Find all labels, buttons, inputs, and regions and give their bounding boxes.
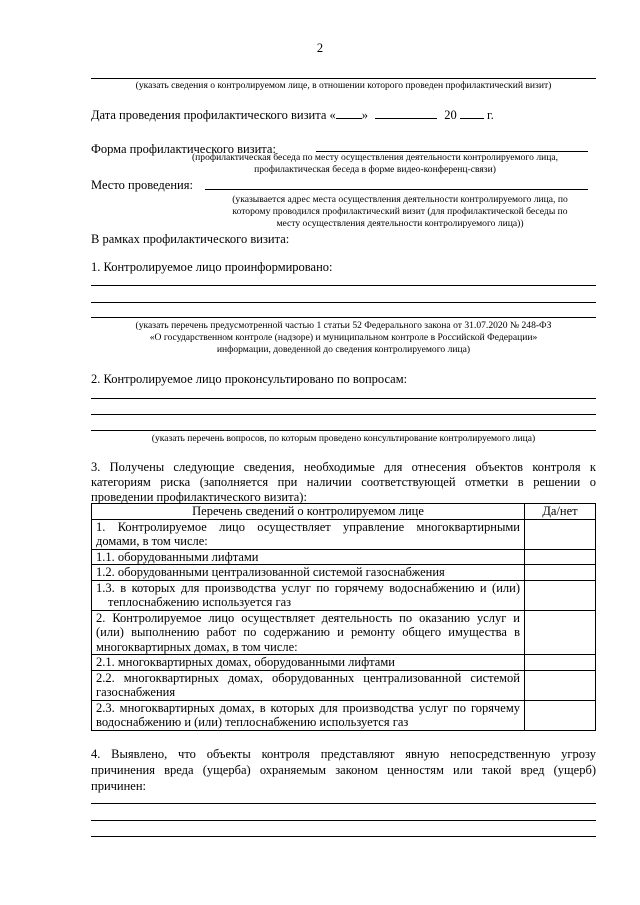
visit-year-field[interactable] (460, 107, 484, 119)
section-1-caption-1: (указать перечень предусмотренной частью 1 статьи 52 Федерального закона от 31.07.2020 № 248-ФЗ (135, 320, 552, 331)
section-4-answer-line-3[interactable] (91, 836, 596, 837)
table-row-answer-cell[interactable] (525, 519, 596, 549)
table-row (92, 700, 596, 730)
table-row-info: 2.1. многоквартирных домах, оборудованными лифтами (92, 655, 525, 671)
table-row-answer-cell[interactable] (525, 610, 596, 655)
section-4-answer-line-1[interactable] (91, 803, 596, 804)
table-row (92, 670, 596, 700)
table-row (92, 580, 596, 610)
table-row (92, 565, 596, 581)
table-header-row (92, 504, 596, 520)
table-row-answer-cell[interactable] (525, 549, 596, 565)
visit-day-field[interactable] (336, 107, 362, 119)
venue-caption-1: (указывается адрес места осуществления деятельности контролируемого лица, по (232, 194, 568, 205)
visit-form-label: Форма профилактического визита: (91, 142, 276, 156)
section-2-line-3[interactable] (91, 430, 596, 431)
table-row-info: 2.3. многоквартирных домах, в которых для производства услуг по горячему водоснабжению и (или) теплоснабжению используется газ (92, 700, 525, 730)
table-row-answer-cell[interactable] (525, 580, 596, 610)
table-header-info: Перечень сведений о контролируемом лице (92, 504, 525, 520)
table-row-answer-cell[interactable] (525, 655, 596, 671)
visit-form-caption-2: профилактическая беседа в форме видео-конференц-связи) (254, 164, 496, 175)
visit-year-prefix: 20 (444, 108, 457, 122)
section-1-title: 1. Контролируемое лицо проинформировано: (91, 260, 333, 274)
controlled-person-caption: (указать сведения о контролируемом лице, в отношении которого проведен профилактический визит) (135, 80, 552, 91)
table-row-answer-cell[interactable] (525, 670, 596, 700)
visit-month-field[interactable] (375, 107, 437, 119)
table-row-info: 2.2. многоквартирных домах, оборудованных централизованной системой газоснабжения (92, 670, 525, 700)
venue-caption-2: которому проводился профилактический визит (для профилактической беседы по (232, 206, 568, 217)
section-1-line-3[interactable] (91, 317, 596, 318)
section-3-intro-line-2: категориям риска (заполняется при наличии соответствующей отметки в решении о (91, 475, 596, 489)
section-3-intro-line-1: 3. Получены следующие сведения, необходимые для отнесения объектов контроля к (91, 460, 596, 474)
page-number: 2 (316, 41, 324, 55)
table-row-info: 1.3. в которых для производства услуг по горячему водоснабжению и (или) теплоснабжению используется газ (92, 580, 525, 610)
section-2-line-1[interactable] (91, 398, 596, 399)
table-row-info: 1.1. оборудованными лифтами (92, 549, 525, 565)
within-visit-heading: В рамках профилактического визита: (91, 232, 290, 246)
section-2-caption: (указать перечень вопросов, по которым проведено консультирование контролируемого лица) (151, 433, 536, 444)
table-row (92, 549, 596, 565)
risk-category-table (91, 503, 596, 731)
visit-date-label: Дата проведения профилактического визита « (91, 108, 336, 122)
table-row-answer-cell[interactable] (525, 700, 596, 730)
venue-line[interactable] (205, 189, 588, 190)
section-1-caption-3: информации, доведенной до сведения контролируемого лица) (216, 344, 471, 355)
table-row (92, 610, 596, 655)
visit-year-suffix: г. (487, 108, 494, 122)
table-row-info: 1. Контролируемое лицо осуществляет управление многоквартирными домами, в том числе: (92, 519, 525, 549)
section-4-answer-line-2[interactable] (91, 820, 596, 821)
table-row-info: 1.2. оборудованными централизованной системой газоснабжения (92, 565, 525, 581)
table-row (92, 519, 596, 549)
section-1-line-2[interactable] (91, 302, 596, 303)
visit-form-caption-1: (профилактическая беседа по месту осуществления деятельности контролируемого лица, (191, 152, 559, 163)
controlled-person-line (91, 78, 596, 79)
table-header-answer: Да/нет (525, 504, 596, 520)
table-row (92, 655, 596, 671)
venue-label: Место проведения: (91, 178, 193, 192)
venue-caption-3: месту осуществления деятельности контролируемого лица)) (276, 218, 524, 229)
visit-date-quote-close: » (361, 108, 369, 122)
table-row-answer-cell[interactable] (525, 565, 596, 581)
section-4-line-3: причинен: (91, 779, 147, 793)
visit-date-row (91, 107, 494, 123)
section-2-title: 2. Контролируемое лицо проконсультировано по вопросам: (91, 372, 408, 386)
section-1-line-1[interactable] (91, 285, 596, 286)
section-4-line-2: причинения вреда (ущерба) охраняемым законом ценностям или такой вред (ущерб) (91, 763, 596, 777)
table-row-info: 2. Контролируемое лицо осуществляет деятельность по оказанию услуг и (или) выполнению работ по содержанию и ремонту общего имущества в многоквартирных домах, в том числе: (92, 610, 525, 655)
section-3-intro-line-3: проведении профилактического визита): (91, 490, 307, 504)
section-2-line-2[interactable] (91, 414, 596, 415)
section-1-caption-2: «О государственном контроле (надзоре) и муниципальном контроле в Российской Федерации» (149, 332, 538, 343)
section-4-line-1: 4. Выявлено, что объекты контроля представляют явную непосредственную угрозу (91, 747, 596, 761)
